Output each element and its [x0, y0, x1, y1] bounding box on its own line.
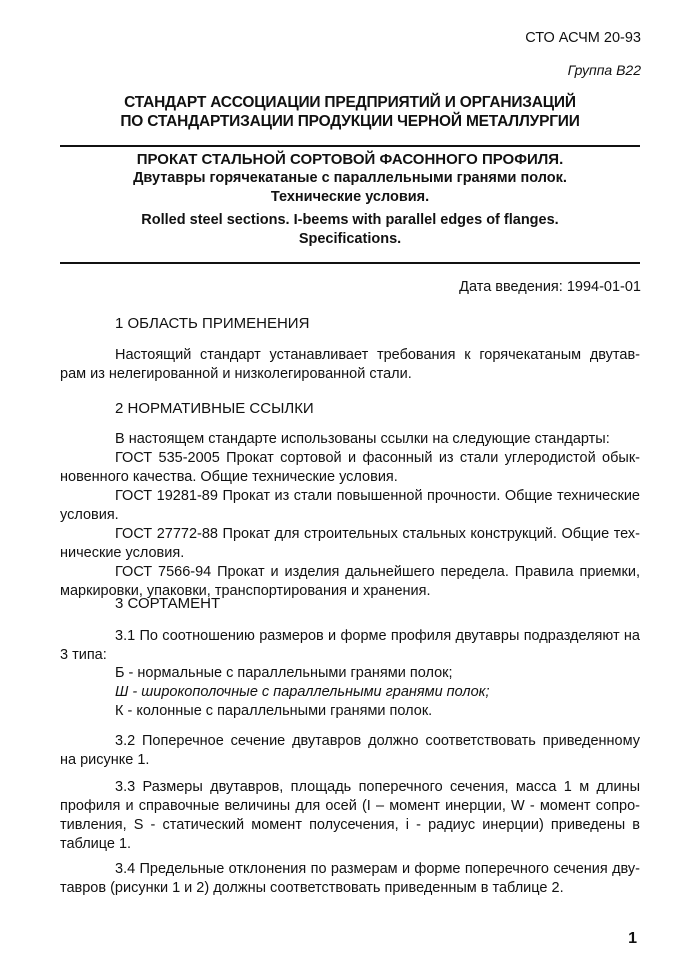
english-title-block	[0, 211, 700, 249]
text-line: 3.1 По соотношению размеров и форме профиля двутавры подразделяют на	[115, 628, 640, 644]
page-number: 1	[628, 930, 637, 947]
reference-gost-27772: ГОСТ 27772-88 Прокат для строительных стальных конструкций. Общие тех-	[115, 526, 640, 542]
text-line: 3.2 Поперечное сечение двутавров должно соответствовать приведенному	[115, 733, 640, 749]
paragraph-3-2	[60, 732, 640, 770]
text-line: 3 типа:	[60, 647, 107, 663]
org-title-line-1: СТАНДАРТ АССОЦИАЦИИ ПРЕДПРИЯТИЙ И ОРГАНИЗАЦИЙ	[124, 94, 576, 111]
type-b-item: Б - нормальные с параллельными гранями полок;	[115, 665, 453, 681]
text-line: условия.	[60, 507, 119, 523]
russian-spec: Технические условия.	[270, 189, 430, 205]
type-k-item: К - колонные с параллельными гранями полок.	[115, 703, 433, 719]
section-2-heading: 2 НОРМАТИВНЫЕ ССЫЛКИ	[115, 400, 314, 417]
russian-subtitle: Двутавры горячекатаные с параллельными гранями полок.	[133, 170, 567, 186]
section-2-references	[60, 430, 640, 601]
section-1-paragraph	[60, 346, 640, 384]
group-code: Группа В22	[567, 62, 641, 78]
text-line: таблице 1.	[60, 836, 132, 852]
english-title: Rolled steel sections. I-beems with parallel edges of flanges.	[141, 212, 559, 228]
text-line: нические условия.	[60, 545, 185, 561]
reference-gost-7566: ГОСТ 7566-94 Прокат и изделия дальнейшего передела. Правила приемки,	[115, 564, 640, 580]
text-line: 3.3 Размеры двутавров, площадь поперечного сечения, масса 1 м длины	[115, 779, 640, 795]
text-line: на рисунке 1.	[60, 752, 150, 768]
reference-gost-19281: ГОСТ 19281-89 Прокат из стали повышенной прочности. Общие технические	[115, 488, 640, 504]
paragraph-3-1	[60, 627, 640, 665]
reference-gost-535: ГОСТ 535-2005 Прокат сортовой и фасонный из стали углеродистой обык-	[115, 450, 640, 466]
text-line: маркировки, упаковки, транспортирования и хранения.	[60, 583, 431, 599]
paragraph-3-4	[60, 860, 640, 898]
text-line: 3.4 Предельные отклонения по размерам и форме поперечного сечения дву-	[115, 861, 640, 877]
text-line: тивления, S - статический момент полусечения, i - радиус инерции) приведены в	[60, 817, 640, 833]
text-line: В настоящем стандарте использованы ссылки на следующие стандарты:	[115, 431, 610, 447]
text-line: рам из нелегированной и низколегированной стали.	[60, 366, 412, 382]
section-3-heading: 3 СОРТАМЕНТ	[115, 595, 221, 612]
russian-title: ПРОКАТ СТАЛЬНОЙ СОРТОВОЙ ФАСОННОГО ПРОФИЛЯ.	[136, 151, 564, 168]
effective-date: Дата введения: 1994-01-01	[459, 279, 641, 295]
paragraph-3-3	[60, 778, 640, 854]
org-title-line-2: ПО СТАНДАРТИЗАЦИИ ПРОДУКЦИИ ЧЕРНОЙ МЕТАЛЛУРГИИ	[120, 113, 580, 130]
bottom-rule	[60, 262, 640, 264]
text-line: новенного качества. Общие технические условия.	[60, 469, 398, 485]
text-line: Настоящий стандарт устанавливает требования к горячекатаным двутав-	[115, 347, 640, 363]
section-1-heading: 1 ОБЛАСТЬ ПРИМЕНЕНИЯ	[115, 315, 310, 332]
russian-title-block	[0, 150, 700, 207]
standard-code: СТО АСЧМ 20-93	[525, 30, 641, 46]
text-line: тавров (рисунки 1 и 2) должны соответствовать приведенным в таблице 2.	[60, 880, 564, 896]
top-rule	[60, 145, 640, 147]
text-line: профиля и справочные величины для осей (I – момент инерции, W - момент сопро-	[60, 798, 640, 814]
english-spec: Specifications.	[298, 231, 402, 247]
type-sh-item: Ш - широкополочные с параллельными гранями полок;	[115, 684, 490, 700]
